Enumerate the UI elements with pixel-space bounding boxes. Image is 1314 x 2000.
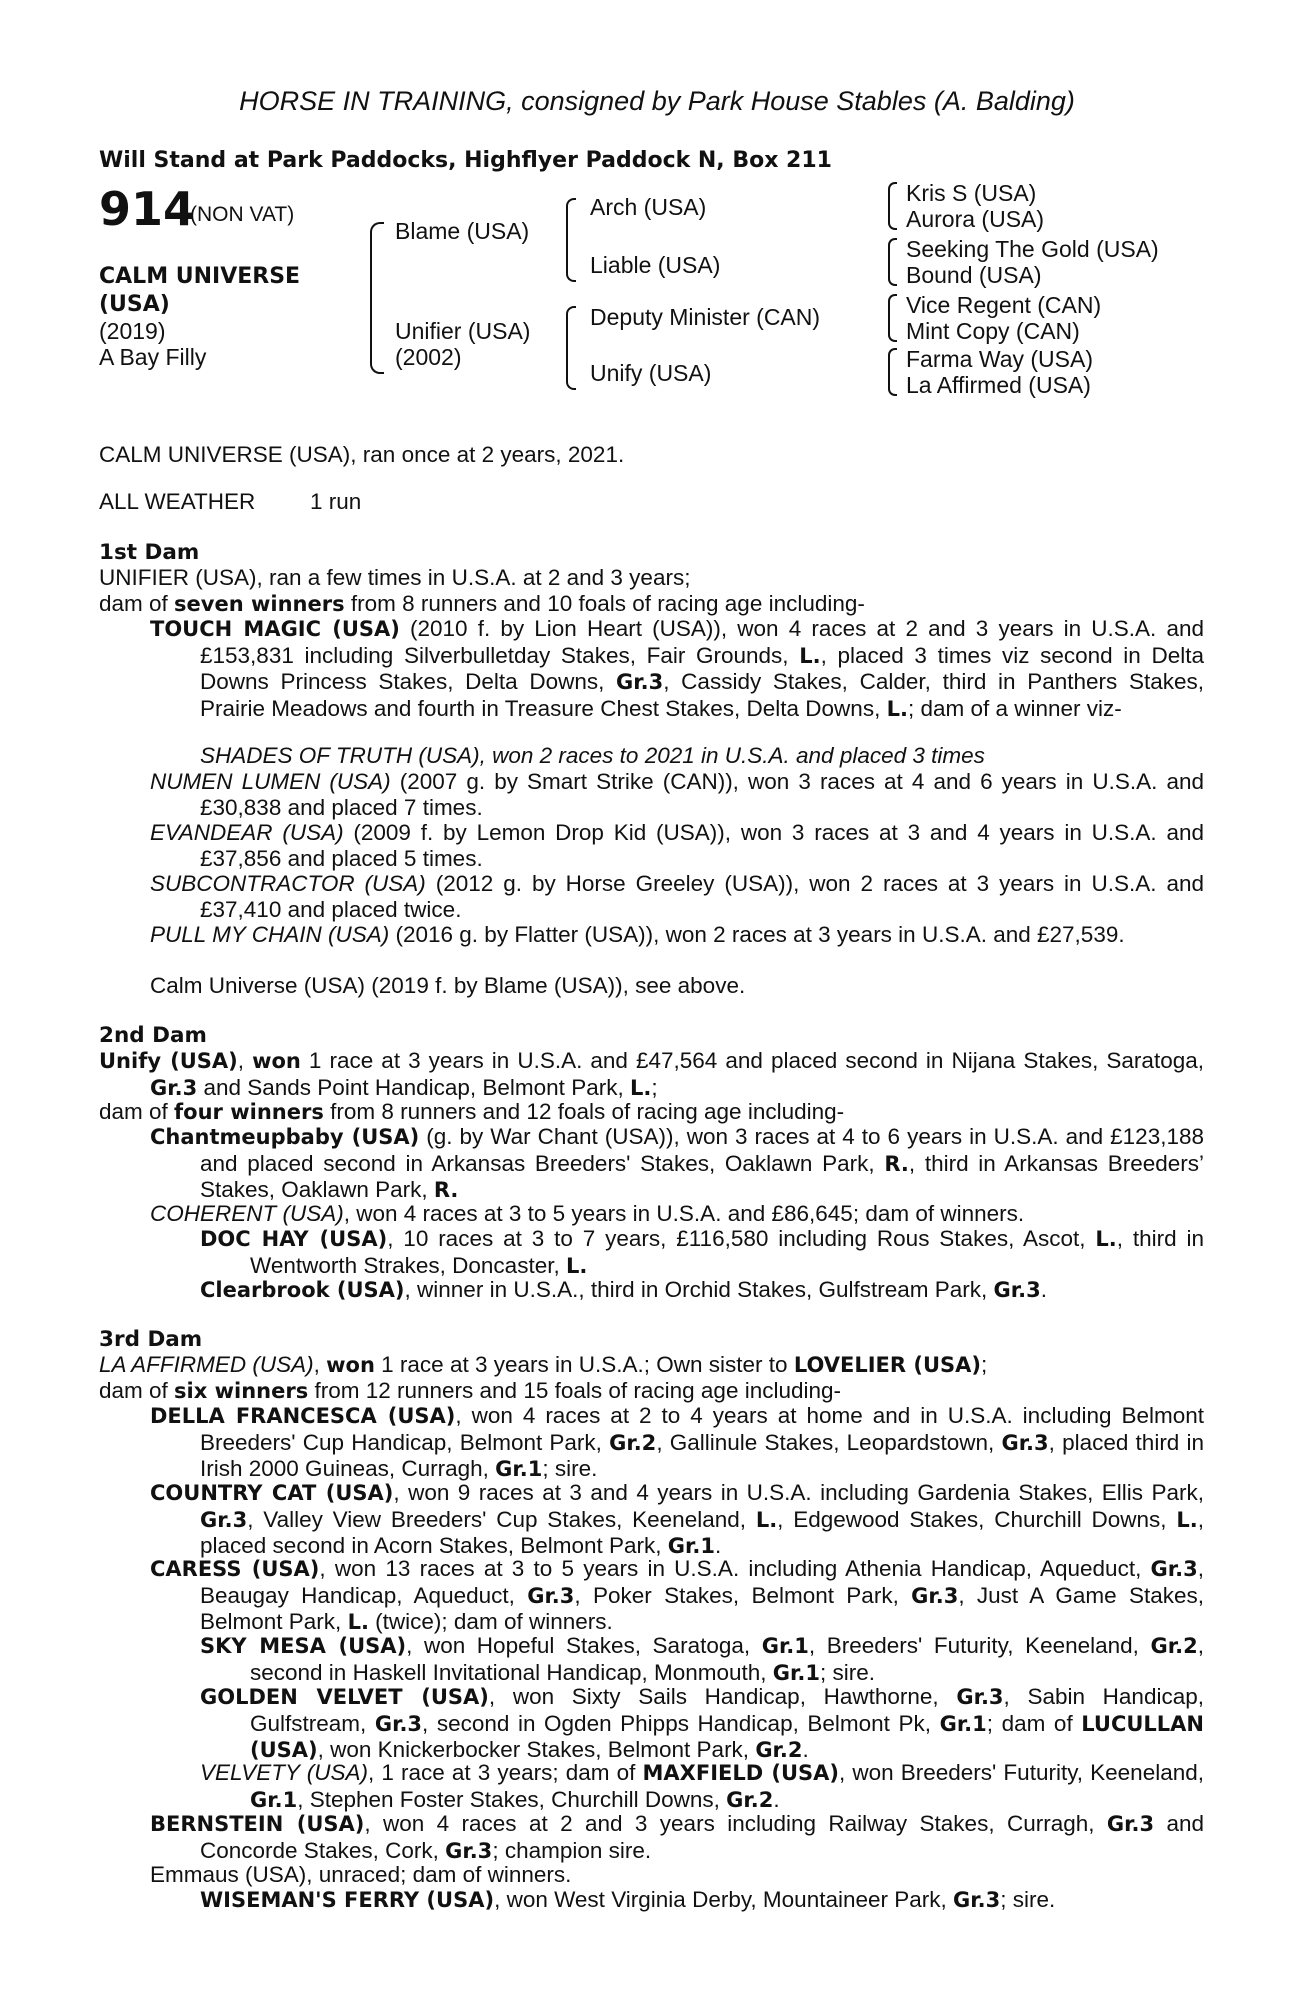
- golden-velvet-entry: GOLDEN VELVET (USA), won Sixty Sails Handicap, Hawthorne, Gr.3, Sabin Handicap, Gulfstream, Gr.3, second in Ogden Phipps Handicap, Belmont Pk, Gr.1; dam of LUCULLAN (USA), won Knickerbocker Stakes, Belmont Park, Gr.2.: [200, 1684, 1205, 1762]
- third-dam-produce-line: dam of six winners from 12 runners and 15 foals of racing age including-: [99, 1378, 842, 1403]
- first-dam-produce-line: dam of seven winners from 8 runners and 10 foals of racing age including-: [99, 591, 865, 616]
- la-affirmed-entry: LA AFFIRMED (USA), won 1 race at 3 years in U.S.A.; Own sister to LOVELIER (USA);: [99, 1352, 988, 1377]
- horse-description: A Bay Filly: [99, 344, 207, 370]
- pedigree-brace: [370, 222, 384, 374]
- first-dam-line: UNIFIER (USA), ran a few times in U.S.A. at 2 and 3 years;: [99, 565, 691, 590]
- sire-dam-sire: Seeking The Gold (USA): [906, 236, 1159, 262]
- dam-sire-sire: Vice Regent (CAN): [906, 292, 1102, 318]
- pull-my-chain-entry: PULL MY CHAIN (USA) (2016 g. by Flatter (USA)), won 2 races at 3 years in U.S.A. and £27,539.: [150, 922, 1125, 947]
- dam-brace: [566, 306, 576, 390]
- dam-dam: Unify (USA): [590, 360, 712, 386]
- stand-location: Will Stand at Park Paddocks, Highflyer Paddock N, Box 211: [99, 148, 832, 173]
- doc-hay-entry: DOC HAY (USA), 10 races at 3 to 7 years, £116,580 including Rous Stakes, Ascot, L., third in Wentworth Strakes, Doncaster, L.: [200, 1226, 1204, 1278]
- sire-sire-dam: Aurora (USA): [906, 206, 1045, 232]
- vat-status: (NON VAT): [190, 203, 295, 226]
- sire-brace: [566, 198, 576, 282]
- clearbrook-entry: Clearbrook (USA), winner in U.S.A., third in Orchid Stakes, Gulfstream Park, Gr.3.: [200, 1277, 1047, 1302]
- gs-brace-4: [888, 348, 897, 396]
- subcontractor-entry: SUBCONTRACTOR (USA) (2012 g. by Horse Greeley (USA)), won 2 races at 3 years in U.S.A. and £37,410 and placed twice.: [150, 871, 1204, 922]
- touch-magic-entry: TOUCH MAGIC (USA) (2010 f. by Lion Heart (USA)), won 4 races at 2 and 3 years in U.S.A. and £153,831 including Silverbulletday Stakes, Fair Grounds, L., placed 3 times viz second in Delta Downs Princess Stakes, Delta Downs, Gr.3, Cassidy Stakes, Calder, third in Panthers Stakes, Prairie Meadows and fourth in Treasure Chest Stakes, Delta Downs, L.; dam of a winner viz-: [150, 616, 1204, 721]
- lot-number: 914: [99, 182, 196, 236]
- evandear-entry: EVANDEAR (USA) (2009 f. by Lemon Drop Kid (USA)), won 3 races at 3 and 4 years in U.S.A. and £37,856 and placed 5 times.: [150, 820, 1205, 871]
- velvety-entry: VELVETY (USA), 1 race at 3 years; dam of MAXFIELD (USA), won Breeders' Futurity, Keeneland, Gr.1, Stephen Foster Stakes, Churchill Downs, Gr.2.: [200, 1760, 1204, 1812]
- all-weather-label: ALL WEATHER: [99, 489, 256, 514]
- dam: Unifier (USA): [395, 318, 531, 344]
- caress-entry: CARESS (USA), won 13 races at 3 to 5 years in U.S.A. including Athenia Handicap, Aqueduct, Gr.3, Beaugay Handicap, Aqueduct, Gr.3, Poker Stakes, Belmont Park, Gr.3, Just A Game Stakes, Belmont Park, L. (twice); dam of winners.: [150, 1556, 1205, 1634]
- sire-sire: Arch (USA): [590, 194, 707, 220]
- unify-entry: Unify (USA), won 1 race at 3 years in U.S.A. and £47,564 and placed second in Nijana Stakes, Saratoga, Gr.3 and Sands Point Handicap, Belmont Park, L.;: [99, 1048, 1204, 1100]
- shades-entry: SHADES OF TRUTH (USA), won 2 races to 2021 in U.S.A. and placed 3 times: [200, 743, 985, 768]
- dam-dam-sire: Farma Way (USA): [906, 346, 1093, 372]
- race-summary: CALM UNIVERSE (USA), ran once at 2 years, 2021.: [99, 442, 625, 467]
- horse-year: (2019): [99, 318, 166, 344]
- horse-name: CALM UNIVERSE: [99, 264, 301, 289]
- gs-brace-1: [888, 182, 897, 230]
- dam-year: (2002): [395, 344, 462, 370]
- wisemans-ferry-entry: WISEMAN'S FERRY (USA), won West Virginia Derby, Mountaineer Park, Gr.3; sire.: [200, 1887, 1056, 1912]
- bernstein-entry: BERNSTEIN (USA), won 4 races at 2 and 3 years including Railway Stakes, Curragh, Gr.3 and Concorde Stakes, Cork, Gr.3; champion sire.: [150, 1811, 1205, 1863]
- chantmeupbaby-entry: Chantmeupbaby (USA) (g. by War Chant (USA)), won 3 races at 4 to 6 years in U.S.A. and £123,188 and placed second in Arkansas Breeders' Stakes, Oaklawn Park, R., third in Arkansas Breeders’ Stakes, Oaklawn Park, R.: [150, 1124, 1205, 1202]
- emmaus-entry: Emmaus (USA), unraced; dam of winners.: [150, 1862, 572, 1887]
- numen-entry: NUMEN LUMEN (USA) (2007 g. by Smart Strike (CAN)), won 3 races at 4 and 6 years in U.S.A. and £30,838 and placed 7 times.: [150, 769, 1204, 820]
- second-dam-heading: 2nd Dam: [99, 1023, 207, 1048]
- coherent-entry: COHERENT (USA), won 4 races at 3 to 5 years in U.S.A. and £86,645; dam of winners.: [150, 1201, 1025, 1226]
- sire-dam: Liable (USA): [590, 252, 721, 278]
- sky-mesa-entry: SKY MESA (USA), won Hopeful Stakes, Saratoga, Gr.1, Breeders' Futurity, Keeneland, Gr.2, second in Haskell Invitational Handicap, Monmouth, Gr.1; sire.: [200, 1633, 1204, 1685]
- calm-universe-entry: Calm Universe (USA) (2019 f. by Blame (USA)), see above.: [150, 973, 746, 998]
- third-dam-heading: 3rd Dam: [99, 1327, 203, 1352]
- dam-dam-dam: La Affirmed (USA): [906, 372, 1091, 398]
- gs-brace-3: [888, 294, 897, 342]
- horse-country: (USA): [99, 292, 170, 317]
- dam-sire-dam: Mint Copy (CAN): [906, 318, 1080, 344]
- dam-sire: Deputy Minister (CAN): [590, 304, 821, 330]
- sire: Blame (USA): [395, 218, 530, 244]
- page-header: HORSE IN TRAINING, consigned by Park House Stables (A. Balding): [239, 86, 1075, 116]
- all-weather-value: 1 run: [310, 489, 362, 514]
- second-dam-produce-line: dam of four winners from 8 runners and 12 foals of racing age including-: [99, 1099, 845, 1124]
- country-cat-entry: COUNTRY CAT (USA), won 9 races at 3 and 4 years in U.S.A. including Gardenia Stakes, Ellis Park, Gr.3, Valley View Breeders' Cup Stakes, Keeneland, L., Edgewood Stakes, Churchill Downs, L., placed second in Acorn Stakes, Belmont Park, Gr.1.: [150, 1480, 1204, 1558]
- gs-brace-2: [888, 238, 897, 286]
- della-francesca-entry: DELLA FRANCESCA (USA), won 4 races at 2 to 4 years at home and in U.S.A. including Belmont Breeders' Cup Handicap, Belmont Park, Gr.2, Gallinule Stakes, Leopardstown, Gr.3, placed third in Irish 2000 Guineas, Curragh, Gr.1; sire.: [150, 1403, 1205, 1481]
- first-dam-heading: 1st Dam: [99, 540, 200, 565]
- sire-sire-sire: Kris S (USA): [906, 180, 1037, 206]
- sire-dam-dam: Bound (USA): [906, 262, 1042, 288]
